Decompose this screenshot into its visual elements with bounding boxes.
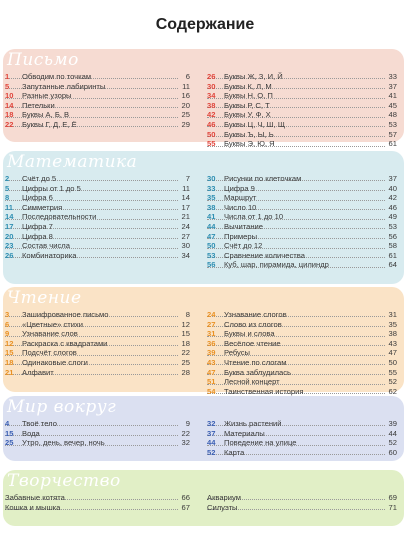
toc-entry[interactable] bbox=[5, 174, 190, 184]
entry-title: Алфавит bbox=[22, 367, 54, 377]
entry-number: 50 bbox=[207, 129, 216, 139]
entry-page-number: 34 bbox=[181, 250, 190, 260]
toc-entry[interactable] bbox=[5, 503, 190, 513]
toc-entry[interactable] bbox=[5, 241, 190, 251]
entry-number: 41 bbox=[207, 212, 216, 222]
entry-page-number: 17 bbox=[181, 202, 190, 212]
entry-number: 47 bbox=[207, 231, 216, 241]
entry-page-number: 53 bbox=[388, 221, 397, 231]
entry-page-number: 40 bbox=[388, 183, 397, 193]
entry-page-number: 52 bbox=[388, 438, 397, 448]
entry-number: 8 bbox=[5, 193, 10, 203]
entry-number: 5 bbox=[5, 183, 10, 193]
entry-number: 52 bbox=[207, 447, 216, 457]
toc-entry[interactable] bbox=[207, 448, 397, 458]
toc-entry[interactable] bbox=[5, 193, 190, 203]
section-mir-vokrug bbox=[3, 396, 404, 461]
entry-title: Забавные котята bbox=[5, 493, 65, 502]
entry-page-number: 56 bbox=[388, 231, 397, 241]
entry-page-number: 64 bbox=[388, 260, 397, 270]
toc-column-left bbox=[5, 310, 190, 377]
entry-number: 17 bbox=[5, 221, 14, 231]
entry-title: Подсчёт слогов bbox=[22, 348, 77, 358]
toc-entry[interactable] bbox=[207, 120, 397, 130]
toc-entry[interactable] bbox=[207, 368, 397, 378]
toc-entry[interactable] bbox=[207, 419, 397, 429]
entry-title: Буквы Ъ, Ы, Ь bbox=[224, 129, 274, 139]
section-chtenie bbox=[3, 287, 404, 396]
entry-page-number: 11 bbox=[182, 81, 190, 91]
entry-number: 32 bbox=[207, 419, 216, 428]
entry-number: 12 bbox=[5, 338, 14, 348]
entry-number: 53 bbox=[207, 250, 216, 260]
toc-entry[interactable] bbox=[207, 339, 397, 349]
toc-entry[interactable] bbox=[207, 358, 397, 368]
entry-number: 30 bbox=[207, 81, 216, 91]
entry-page-number: 18 bbox=[181, 338, 190, 348]
entry-page-number: 20 bbox=[181, 100, 190, 110]
entry-number: 47 bbox=[207, 367, 216, 377]
entry-title: Рисунки по клеточкам bbox=[224, 174, 302, 183]
toc-entry[interactable] bbox=[5, 212, 190, 222]
entry-title: Цифра 8 bbox=[22, 231, 53, 241]
toc-entry[interactable] bbox=[5, 429, 190, 439]
entry-number: 24 bbox=[207, 310, 216, 319]
entry-number: 54 bbox=[207, 386, 216, 396]
entry-title: Числа от 1 до 10 bbox=[224, 212, 284, 222]
toc-entry[interactable] bbox=[207, 174, 397, 184]
toc-entry[interactable] bbox=[207, 377, 397, 387]
entry-title: Чтение по слогам bbox=[224, 357, 287, 367]
entry-title: Утро, день, вечер, ночь bbox=[22, 438, 105, 448]
entry-number: 25 bbox=[5, 438, 14, 448]
entry-title: Аквариум bbox=[207, 493, 241, 502]
entry-page-number: 25 bbox=[181, 357, 190, 367]
entry-number: 55 bbox=[207, 139, 216, 149]
entry-page-number: 50 bbox=[388, 357, 397, 367]
entry-title: Зашифрованное письмо bbox=[22, 310, 109, 319]
entry-number: 51 bbox=[207, 377, 216, 387]
entry-title: Счёт до 12 bbox=[224, 241, 263, 251]
entry-number: 23 bbox=[5, 241, 14, 251]
section-matematika bbox=[3, 151, 404, 284]
toc-entry[interactable] bbox=[5, 91, 190, 101]
entry-page-number: 9 bbox=[185, 419, 190, 428]
toc-entry[interactable] bbox=[5, 438, 190, 448]
toc-column-right bbox=[207, 310, 397, 396]
entry-number: 46 bbox=[207, 119, 216, 129]
page-title: Содержание bbox=[155, 16, 255, 33]
entry-page-number: 39 bbox=[388, 419, 397, 428]
toc-entry[interactable] bbox=[5, 184, 190, 194]
entry-page-number: 16 bbox=[181, 91, 190, 101]
toc-entry[interactable] bbox=[5, 329, 190, 339]
toc-entry[interactable] bbox=[207, 251, 397, 261]
toc-entry[interactable] bbox=[207, 82, 397, 92]
entry-page-number: 11 bbox=[182, 183, 190, 193]
entry-title: Узнавание слогов bbox=[224, 310, 287, 319]
entry-title: Цифры от 1 до 5 bbox=[22, 183, 81, 193]
entry-title: Разные узоры bbox=[22, 91, 72, 101]
entry-title: Вычитание bbox=[224, 221, 263, 231]
toc-column-right bbox=[207, 493, 397, 512]
entry-number: 38 bbox=[207, 202, 216, 212]
toc-entry[interactable] bbox=[207, 310, 397, 320]
toc-entry[interactable] bbox=[207, 222, 397, 232]
entry-page-number: 66 bbox=[181, 493, 190, 502]
entry-title: Силуэты bbox=[207, 502, 238, 512]
entry-title: Буквы и слова bbox=[224, 329, 275, 339]
entry-number: 6 bbox=[5, 319, 10, 329]
toc-entry[interactable] bbox=[207, 493, 397, 503]
entry-number: 18 bbox=[5, 357, 14, 367]
entry-title: Комбинаторика bbox=[22, 250, 77, 260]
entry-page-number: 43 bbox=[388, 338, 397, 348]
toc-entry[interactable] bbox=[207, 130, 397, 140]
entry-title: Лесной концерт bbox=[224, 377, 280, 387]
entry-number: 26 bbox=[207, 72, 216, 81]
entry-page-number: 38 bbox=[388, 329, 397, 339]
entry-page-number: 22 bbox=[181, 428, 190, 438]
entry-title: Весёлое чтение bbox=[224, 338, 281, 348]
entry-title: Цифра 7 bbox=[22, 221, 53, 231]
toc-entry[interactable] bbox=[207, 101, 397, 111]
entry-page-number: 7 bbox=[185, 174, 190, 183]
entry-page-number: 41 bbox=[388, 91, 397, 101]
entry-page-number: 53 bbox=[388, 119, 397, 129]
entry-number: 44 bbox=[207, 221, 216, 231]
toc-column-right bbox=[207, 72, 397, 149]
entry-page-number: 71 bbox=[388, 502, 397, 512]
entry-title: Счёт до 5 bbox=[22, 174, 57, 183]
toc-entry[interactable] bbox=[207, 72, 397, 82]
entry-page-number: 45 bbox=[388, 100, 397, 110]
entry-page-number: 35 bbox=[388, 319, 397, 329]
entry-title: Куб, шар, пирамида, цилиндр bbox=[224, 260, 329, 270]
entry-number: 2 bbox=[5, 174, 10, 183]
entry-title: Буквы У, Ф, Х bbox=[224, 110, 271, 120]
entry-page-number: 32 bbox=[181, 438, 190, 448]
toc-entry[interactable] bbox=[5, 110, 190, 120]
entry-title: Буквы Ц, Ч, Ш, Щ bbox=[224, 119, 285, 129]
toc-entry[interactable] bbox=[207, 348, 397, 358]
entry-title: Буквы Р, С, Т bbox=[224, 100, 270, 110]
entry-page-number: 46 bbox=[388, 202, 397, 212]
toc-entry[interactable] bbox=[5, 251, 190, 261]
toc-entry[interactable] bbox=[207, 203, 397, 213]
toc-column-left bbox=[5, 493, 190, 512]
entry-title: Буквы Н, О, П bbox=[224, 91, 273, 101]
entry-page-number: 6 bbox=[185, 72, 190, 81]
section-tvorchestvo bbox=[3, 470, 404, 526]
entry-title: Число 10 bbox=[224, 202, 257, 212]
entry-page-number: 27 bbox=[181, 231, 190, 241]
entry-page-number: 60 bbox=[388, 447, 397, 457]
entry-title: Узнавание слов bbox=[22, 329, 78, 339]
toc-entry[interactable] bbox=[5, 348, 190, 358]
entry-page-number: 14 bbox=[181, 193, 190, 203]
toc-entry[interactable] bbox=[207, 429, 397, 439]
entry-number: 26 bbox=[5, 250, 14, 260]
toc-entry[interactable] bbox=[5, 368, 190, 378]
entry-number: 37 bbox=[207, 428, 216, 438]
entry-number: 44 bbox=[207, 438, 216, 448]
entry-number: 3 bbox=[5, 310, 10, 319]
entry-title: Сравнение количества bbox=[224, 250, 305, 260]
entry-title: Запутанные лабиринты bbox=[22, 81, 106, 91]
entry-title: Твоё тело bbox=[22, 419, 57, 428]
entry-page-number: 24 bbox=[181, 221, 190, 231]
entry-title: «Цветные» стихи bbox=[22, 319, 84, 329]
entry-number: 10 bbox=[5, 91, 14, 101]
entry-title: Последовательности bbox=[22, 212, 97, 222]
entry-title: Буквы К, Л, М bbox=[224, 81, 272, 91]
entry-title: Буквы Э, Ю, Я bbox=[224, 139, 275, 149]
entry-title: Одинаковые слоги bbox=[22, 357, 88, 367]
entry-number: 9 bbox=[5, 329, 10, 339]
entry-page-number: 57 bbox=[388, 129, 397, 139]
toc-entry[interactable] bbox=[5, 310, 190, 320]
toc-entry[interactable] bbox=[207, 320, 397, 330]
section-pismo bbox=[3, 49, 404, 149]
entry-number: 39 bbox=[207, 348, 216, 358]
entry-number: 50 bbox=[207, 241, 216, 251]
entry-page-number: 8 bbox=[185, 310, 190, 319]
entry-title: Жизнь растений bbox=[224, 419, 282, 428]
entry-title: Слово из слогов bbox=[224, 319, 282, 329]
entry-title: Ребусы bbox=[224, 348, 251, 358]
toc-entry[interactable] bbox=[5, 203, 190, 213]
entry-title: Цифра 6 bbox=[22, 193, 53, 203]
entry-number: 18 bbox=[5, 110, 14, 120]
entry-number: 22 bbox=[5, 119, 14, 129]
section-title: Чтение bbox=[7, 288, 82, 308]
entry-page-number: 25 bbox=[181, 110, 190, 120]
entry-page-number: 12 bbox=[181, 319, 190, 329]
entry-number: 36 bbox=[207, 338, 216, 348]
entry-number: 43 bbox=[207, 357, 216, 367]
toc-entry[interactable] bbox=[5, 101, 190, 111]
toc-entry[interactable] bbox=[207, 503, 397, 513]
entry-number: 20 bbox=[5, 231, 14, 241]
entry-number: 56 bbox=[207, 260, 216, 270]
entry-title: Поведение на улице bbox=[224, 438, 297, 448]
entry-page-number: 52 bbox=[388, 377, 397, 387]
toc-entry[interactable] bbox=[207, 241, 397, 251]
entry-page-number: 67 bbox=[181, 502, 190, 512]
section-title: Математика bbox=[7, 152, 138, 172]
entry-page-number: 37 bbox=[388, 174, 397, 183]
entry-number: 14 bbox=[5, 100, 14, 110]
entry-number: 15 bbox=[5, 428, 14, 438]
entry-page-number: 48 bbox=[388, 110, 397, 120]
entry-number: 42 bbox=[207, 110, 216, 120]
entry-title: Состав числа bbox=[22, 241, 70, 251]
toc-entry[interactable] bbox=[207, 387, 397, 397]
toc-entry[interactable] bbox=[207, 110, 397, 120]
toc-entry[interactable] bbox=[5, 120, 190, 130]
entry-page-number: 62 bbox=[388, 386, 397, 396]
toc-entry[interactable] bbox=[207, 193, 397, 203]
entry-title: Вода bbox=[22, 428, 40, 438]
toc-entry[interactable] bbox=[207, 329, 397, 339]
entry-number: 5 bbox=[5, 81, 10, 91]
toc-entry[interactable] bbox=[5, 232, 190, 242]
entry-title: Буквы Ж, З, И, Й bbox=[224, 72, 283, 81]
entry-page-number: 69 bbox=[388, 493, 397, 502]
toc-entry[interactable] bbox=[5, 419, 190, 429]
entry-page-number: 30 bbox=[181, 241, 190, 251]
toc-entry[interactable] bbox=[5, 493, 190, 503]
entry-title: Буквы А, Б, В bbox=[22, 110, 70, 120]
entry-page-number: 44 bbox=[388, 428, 397, 438]
entry-title: Карта bbox=[224, 447, 245, 457]
toc-entry[interactable] bbox=[207, 232, 397, 242]
entry-number: 15 bbox=[5, 348, 14, 358]
toc-entry[interactable] bbox=[5, 320, 190, 330]
entry-page-number: 29 bbox=[181, 119, 190, 129]
entry-number: 38 bbox=[207, 100, 216, 110]
entry-number: 11 bbox=[5, 202, 14, 212]
entry-page-number: 33 bbox=[388, 72, 397, 81]
entry-title: Буквы Г, Д, Е, Ё bbox=[22, 119, 77, 129]
entry-page-number: 49 bbox=[388, 212, 397, 222]
entry-number: 34 bbox=[207, 91, 216, 101]
entry-title: Симметрия bbox=[22, 202, 63, 212]
entry-page-number: 55 bbox=[388, 367, 397, 377]
entry-title: Петельки bbox=[22, 100, 55, 110]
toc-entry[interactable] bbox=[207, 91, 397, 101]
toc-column-left bbox=[5, 72, 190, 130]
toc-column-right bbox=[207, 419, 397, 457]
toc-entry[interactable] bbox=[5, 82, 190, 92]
toc-column-right bbox=[207, 174, 397, 270]
section-title: Мир вокруг bbox=[7, 397, 117, 417]
toc-column-left bbox=[5, 419, 190, 448]
entry-number: 27 bbox=[207, 319, 216, 329]
entry-page-number: 15 bbox=[181, 329, 190, 339]
entry-title: Обводим по точкам bbox=[22, 72, 92, 81]
entry-title: Раскраска с квадратами bbox=[22, 338, 108, 348]
entry-title: Цифра 9 bbox=[224, 183, 255, 193]
entry-page-number: 42 bbox=[388, 193, 397, 203]
entry-number: 31 bbox=[207, 329, 216, 339]
entry-page-number: 37 bbox=[388, 81, 397, 91]
entry-title: Буква заблудилась bbox=[224, 367, 291, 377]
entry-page-number: 61 bbox=[388, 250, 397, 260]
entry-number: 14 bbox=[5, 212, 14, 222]
toc-entry[interactable] bbox=[207, 139, 397, 149]
entry-title: Кошка и мышка bbox=[5, 502, 61, 512]
entry-number: 4 bbox=[5, 419, 10, 428]
section-title: Творчество bbox=[7, 471, 121, 491]
entry-title: Материалы bbox=[224, 428, 265, 438]
entry-page-number: 21 bbox=[181, 212, 190, 222]
toc-entry[interactable] bbox=[5, 339, 190, 349]
entry-title: Примеры bbox=[224, 231, 258, 241]
toc-entry[interactable] bbox=[5, 72, 190, 82]
entry-page-number: 58 bbox=[388, 241, 397, 251]
entry-number: 21 bbox=[5, 367, 14, 377]
entry-title: Таинственная история bbox=[224, 386, 304, 396]
toc-entry[interactable] bbox=[207, 212, 397, 222]
toc-entry[interactable] bbox=[5, 358, 190, 368]
entry-page-number: 61 bbox=[388, 139, 397, 149]
entry-page-number: 31 bbox=[388, 310, 397, 319]
toc-entry[interactable] bbox=[207, 438, 397, 448]
entry-number: 1 bbox=[5, 72, 10, 81]
section-title: Письмо bbox=[7, 50, 79, 70]
toc-entry[interactable] bbox=[207, 260, 397, 270]
entry-page-number: 22 bbox=[181, 348, 190, 358]
entry-number: 35 bbox=[207, 193, 216, 203]
entry-page-number: 28 bbox=[181, 367, 190, 377]
entry-number: 30 bbox=[207, 174, 216, 183]
toc-entry[interactable] bbox=[5, 222, 190, 232]
entry-title: Маршрут bbox=[224, 193, 257, 203]
entry-number: 33 bbox=[207, 183, 216, 193]
toc-entry[interactable] bbox=[207, 184, 397, 194]
entry-page-number: 47 bbox=[388, 348, 397, 358]
toc-column-left bbox=[5, 174, 190, 260]
